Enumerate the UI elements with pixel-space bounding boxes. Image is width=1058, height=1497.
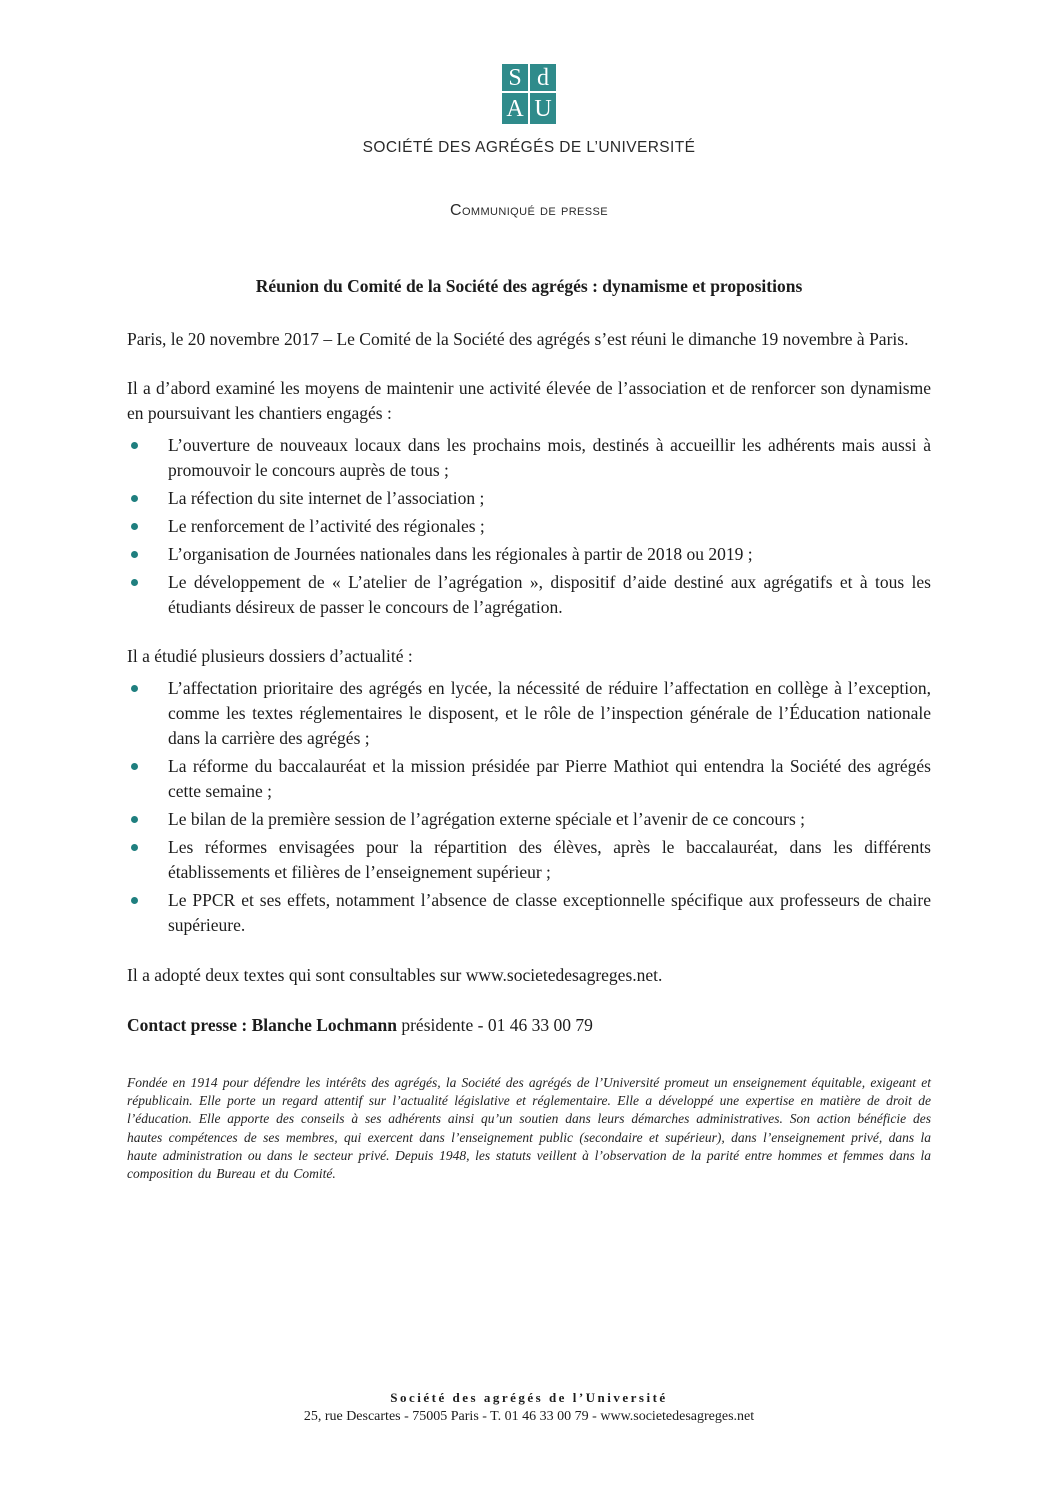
section2-list [127,676,931,938]
closing-paragraph: Il a adopté deux textes qui sont consultables sur www.societedesagreges.net. [127,965,663,985]
bullet-icon [131,816,138,823]
list-item [127,514,931,539]
list-item-text: Les réformes envisagées pour la répartition des élèves, après le baccalauréat, dans les différents établissements et filières de l’enseignement supérieur ; [168,837,931,882]
list-item-text: Le PPCR et ses effets, notamment l’absence de classe exceptionnelle spécifique aux professeurs de chaire supérieure. [168,890,931,935]
masthead [0,0,1058,220]
list-item-text: Le développement de « L’atelier de l’agrégation », dispositif d’aide destiné aux agrégatifs et à tous les étudiants désireux de passer le concours de l’agrégation. [168,572,931,617]
bullet-icon [131,763,138,770]
list-item-text: La réfection du site internet de l’association ; [168,488,485,508]
list-item [127,835,931,885]
list-item-text: Le renforcement de l’activité des régionales ; [168,516,485,536]
list-item [127,433,931,483]
list-item [127,807,931,832]
sdau-logo [502,64,556,124]
section1-list [127,433,931,620]
bullet-icon [131,897,138,904]
footer-address: 25, rue Descartes - 75005 Paris - T. 01 46 33 00 79 - www.societedesagreges.net [303,1409,755,1424]
org-name: SOCIÉTÉ DES AGRÉGÉS DE L’UNIVERSITÉ [362,139,696,156]
list-item-text: Le bilan de la première session de l’agrégation externe spéciale et l’avenir de ce concours ; [168,809,805,829]
list-item [127,486,931,511]
list-item [127,676,931,751]
logo-letter-d: d [530,64,556,91]
document-body [0,274,1058,1183]
contact-label: Contact presse : Blanche Lochmann [127,1015,397,1035]
bullet-icon [131,495,138,502]
list-item [127,754,931,804]
intro-paragraph: Paris, le 20 novembre 2017 – Le Comité de la Société des agrégés s’est réuni le dimanche 19 novembre à Paris. [127,329,909,349]
logo-letter-u: U [530,93,556,124]
bullet-icon [131,442,138,449]
list-item-text: La réforme du baccalauréat et la mission présidée par Pierre Mathiot qui entendra la Société des agrégés cette semaine ; [168,756,931,801]
section2-lead: Il a étudié plusieurs dossiers d’actualité : [127,646,413,666]
contact-line [127,1013,931,1038]
list-item-text: L’organisation de Journées nationales dans les régionales à partir de 2018 ou 2019 ; [168,544,753,564]
bullet-icon [131,551,138,558]
footer-org-name: Société des agrégés de l’Université [390,1390,668,1405]
page-footer [0,1390,1058,1425]
bullet-icon [131,685,138,692]
list-item [127,542,931,567]
bullet-icon [131,844,138,851]
list-item-text: L’ouverture de nouveaux locaux dans les prochains mois, destinés à accueillir les adhérents mais aussi à promouvoir le concours auprès de tous ; [168,435,931,480]
list-item-text: L’affectation prioritaire des agrégés en lycée, la nécessité de réduire l’affectation en collège à l’exception, comme les textes réglementaires le disposent, et le rôle de l’inspection générale de l’Éducation nationale dans la carrière des agrégés ; [168,678,931,748]
section1-lead: Il a d’abord examiné les moyens de maintenir une activité élevée de l’association et de renforcer son dynamisme en poursuivant les chantiers engagés : [127,378,931,423]
logo-letter-s: S [502,64,528,91]
page-title: Réunion du Comité de la Société des agrégés : dynamisme et propositions [255,276,803,296]
bullet-icon [131,579,138,586]
list-item [127,570,931,620]
bullet-icon [131,523,138,530]
list-item [127,888,931,938]
logo-letter-a: A [502,93,528,124]
contact-details: présidente - 01 46 33 00 79 [396,1015,593,1035]
about-paragraph: Fondée en 1914 pour défendre les intérêts des agrégés, la Société des agrégés de l’Université promeut un enseignement équitable, exigeant et républicain. Elle porte un regard attentif sur l’actualité législative et réglementaire. Elle a développé une expertise en matière de droit de l’éducation. Elle apporte des conseils à ses adhérents ainsi qu’un soutien dans leurs démarches administratives. Son action bénéficie des hautes compétences de ses membres, qui exercent dans l’enseignement public (secondaire et supérieur), dans l’enseignement privé, dans la haute administration ou dans le secteur privé. Depuis 1948, les statuts veillent à l’observation de la parité entre hommes et femmes dans la composition du Bureau et du Comité. [127,1075,931,1182]
doc-type-label: Communiqué de presse [449,202,609,219]
